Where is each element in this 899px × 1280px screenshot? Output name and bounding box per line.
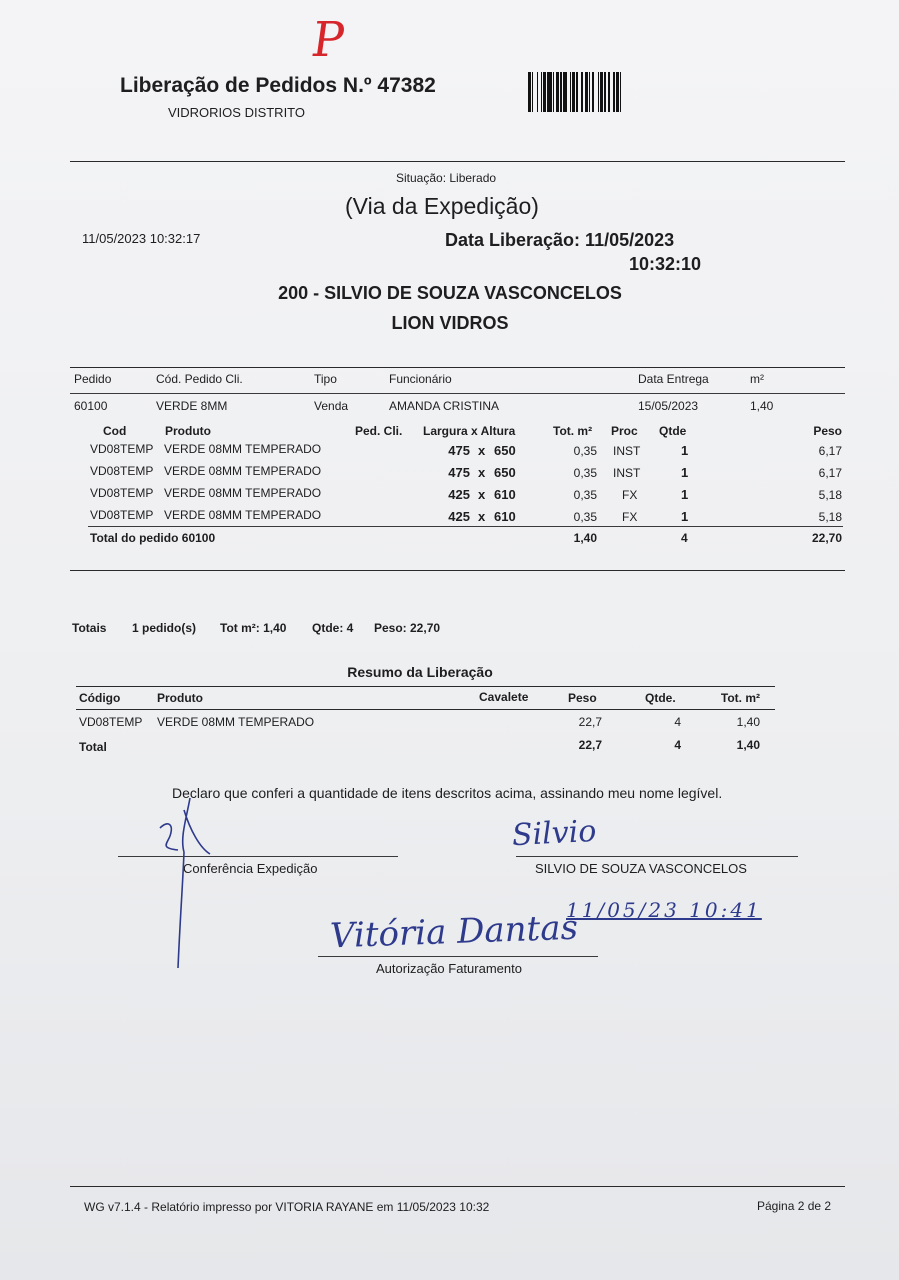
order-table-top [70, 367, 845, 368]
col-funcionario: Funcionário [389, 372, 452, 386]
items-col-proc: Proc [611, 424, 638, 438]
footer-left: WG v7.1.4 - Relatório impresso por VITORIA RAYANE em 11/05/2023 10:32 [84, 1200, 490, 1214]
totais-pedidos: 1 pedido(s) [132, 621, 197, 635]
items-col-tot-m2: Tot. m² [553, 424, 593, 438]
item-tot-m2: 0,35 [573, 510, 597, 524]
resumo-header-divider [76, 709, 775, 710]
item-peso: 5,18 [818, 488, 842, 502]
item-peso: 6,17 [818, 444, 842, 458]
header-divider [70, 161, 845, 162]
items-divider [88, 526, 843, 527]
col-pedido: Pedido [74, 372, 112, 386]
items-col-produto: Produto [165, 424, 211, 438]
order-total-qtde: 4 [681, 531, 688, 545]
resumo-codigo: VD08TEMP [79, 715, 143, 729]
situacao-label: Situação: Liberado [396, 171, 497, 185]
resumo-total-peso: 22,7 [578, 738, 602, 752]
items-col-cod: Cod [103, 424, 127, 438]
autorizacao-line [318, 956, 598, 957]
item-proc: FX [622, 510, 638, 524]
item-proc: INST [613, 466, 641, 480]
col-tipo: Tipo [314, 372, 337, 386]
resumo-total-label: Total [79, 740, 107, 754]
item-produto: VERDE 08MM TEMPERADO [164, 464, 322, 478]
client-name: 200 - SILVIO DE SOUZA VASCONCELOS [278, 283, 622, 303]
item-proc: INST [613, 444, 641, 458]
totais-peso: Peso: 22,70 [374, 621, 441, 635]
item-qtde: 1 [681, 509, 689, 524]
resumo-peso: 22,7 [578, 715, 602, 729]
order-total-m2: 1,40 [573, 531, 597, 545]
item-tot-m2: 0,35 [573, 466, 597, 480]
item-cod: VD08TEMP [90, 442, 154, 456]
order-tipo: Venda [314, 399, 349, 413]
col-data-entrega: Data Entrega [638, 372, 709, 386]
data-liberacao: Data Liberação: 11/05/2023 [445, 230, 675, 250]
totais-qtde: Qtde: 4 [312, 621, 354, 635]
col-cod-pedido-cli: Cód. Pedido Cli. [156, 372, 243, 386]
item-cod: VD08TEMP [90, 508, 154, 522]
handwritten-client-signature: Silvio [511, 813, 598, 854]
item-produto: VERDE 08MM TEMPERADO [164, 508, 322, 522]
items-col-peso: Peso [813, 424, 842, 438]
order-funcionario: AMANDA CRISTINA [389, 399, 500, 413]
declaracao-text: Declaro que conferi a quantidade de itens descritos acima, assinando meu nome legível. [172, 785, 723, 801]
cliente-label: SILVIO DE SOUZA VASCONCELOS [535, 861, 747, 876]
order-header-divider [70, 393, 845, 394]
footer-divider [70, 1186, 845, 1187]
resumo-qtde: 4 [674, 715, 681, 729]
item-largura: 475 [448, 465, 470, 480]
resumo-col-qtde: Qtde. [645, 691, 676, 705]
order-data-entrega: 15/05/2023 [638, 399, 699, 413]
item-cod: VD08TEMP [90, 486, 154, 500]
items-col-largura-altura: Largura x Altura [423, 424, 516, 438]
item-qtde: 1 [681, 443, 689, 458]
resumo-total-tot-m2: 1,40 [736, 738, 760, 752]
conferencia-signature [150, 790, 220, 970]
handwritten-mark: P [308, 12, 349, 68]
barcode-bar [621, 72, 623, 112]
resumo-top [76, 686, 775, 687]
company-name: VIDRORIOS DISTRITO [168, 105, 305, 120]
item-peso: 6,17 [818, 466, 842, 480]
item-largura: 425 [448, 509, 470, 524]
item-x: x [478, 487, 486, 502]
resumo-col-codigo: Código [79, 691, 121, 705]
totais-m2: Tot m²: 1,40 [220, 621, 287, 635]
resumo-col-cavalete: Cavalete [479, 690, 529, 704]
item-proc: FX [622, 488, 638, 502]
item-altura: 610 [494, 487, 516, 502]
conferencia-label: Conferência Expedição [183, 861, 318, 876]
item-x: x [478, 509, 486, 524]
items-col-qtde: Qtde [659, 424, 687, 438]
client-company: LION VIDROS [391, 313, 509, 333]
item-x: x [478, 443, 486, 458]
autorizacao-label: Autorização Faturamento [376, 961, 522, 976]
handwritten-datetime: 11/05/23 10:41 [566, 898, 762, 922]
items-col-ped-cli: Ped. Cli. [355, 424, 403, 438]
item-produto: VERDE 08MM TEMPERADO [164, 442, 322, 456]
order-cod-pedido-cli: VERDE 8MM [156, 399, 228, 413]
totais-label: Totais [72, 621, 107, 635]
resumo-col-produto: Produto [157, 691, 203, 705]
item-largura: 475 [448, 443, 470, 458]
resumo-total-qtde: 4 [674, 738, 681, 752]
resumo-produto: VERDE 08MM TEMPERADO [157, 715, 315, 729]
resumo-col-tot-m2: Tot. m² [720, 691, 760, 705]
item-x: x [478, 465, 486, 480]
cliente-line [516, 856, 798, 857]
item-cod: VD08TEMP [90, 464, 154, 478]
col-m2: m² [750, 372, 764, 386]
item-altura: 610 [494, 509, 516, 524]
order-table-bottom [70, 570, 845, 571]
item-qtde: 1 [681, 487, 689, 502]
order-total-peso: 22,70 [811, 531, 842, 545]
document-title: Liberação de Pedidos N.º 47382 [120, 74, 436, 97]
item-produto: VERDE 08MM TEMPERADO [164, 486, 322, 500]
resumo-title: Resumo da Liberação [347, 664, 493, 680]
item-largura: 425 [448, 487, 470, 502]
resumo-tot-m2: 1,40 [736, 715, 760, 729]
data-liberacao-time: 10:32:10 [629, 254, 702, 274]
item-tot-m2: 0,35 [573, 488, 597, 502]
via-label: (Via da Expedição) [345, 193, 539, 219]
order-m2: 1,40 [750, 399, 774, 413]
resumo-col-peso: Peso [568, 691, 597, 705]
item-altura: 650 [494, 465, 516, 480]
item-altura: 650 [494, 443, 516, 458]
footer-page: Página 2 de 2 [757, 1199, 832, 1213]
handwritten-authorization-signature: Vitória Dantas [329, 907, 579, 957]
item-qtde: 1 [681, 465, 689, 480]
order-pedido: 60100 [74, 399, 108, 413]
item-peso: 5,18 [818, 510, 842, 524]
printed-datetime: 11/05/2023 10:32:17 [82, 231, 201, 246]
barcode [528, 72, 666, 112]
item-tot-m2: 0,35 [573, 444, 597, 458]
order-total-label: Total do pedido 60100 [90, 531, 216, 545]
